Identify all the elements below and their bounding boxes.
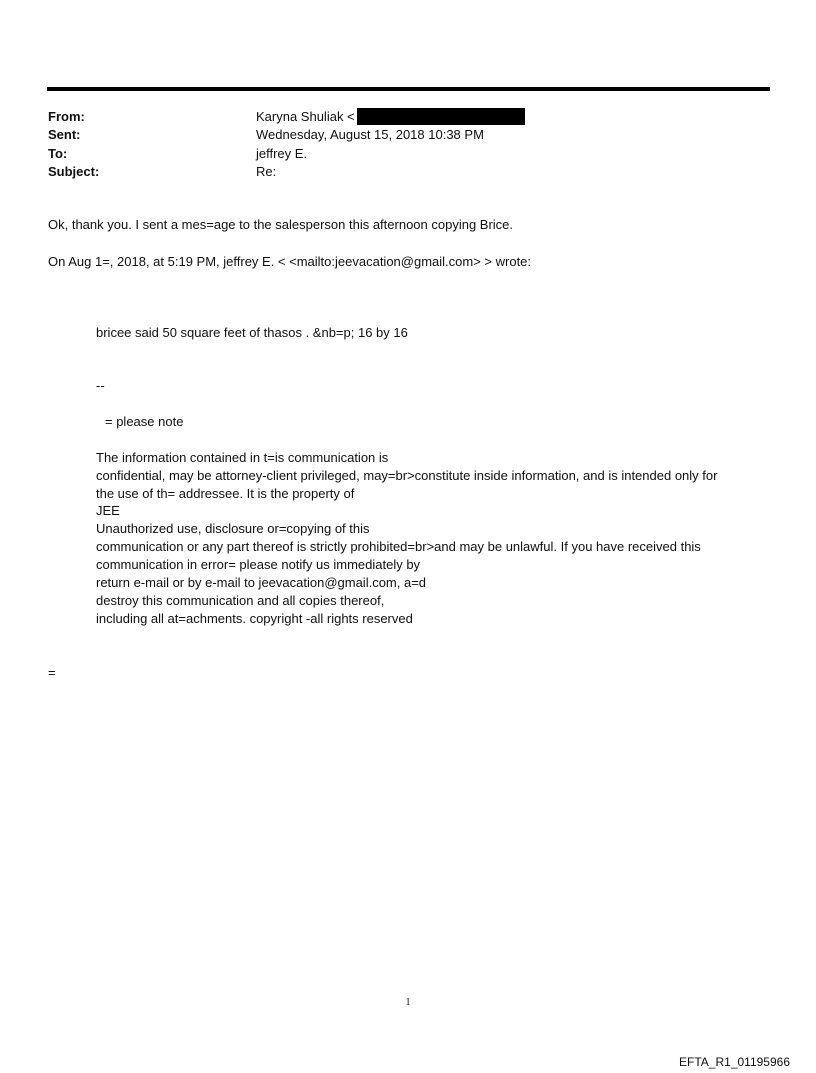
reply-text: Ok, thank you. I sent a mes=age to the salesperson this afternoon copying Brice. <box>48 217 514 232</box>
sent-value: Wednesday, August 15, 2018 10:38 PM <box>256 127 484 142</box>
document-id: EFTA_R1_01195966 <box>679 1055 790 1069</box>
disclaimer-line: confidential, may be attorney-client privileged, may=br>constitute inside information, and is intended only for <box>96 468 718 483</box>
disclaimer-line: return e-mail or by e-mail to jeevacation@gmail.com, a=d <box>96 575 427 590</box>
disclaimer-line: communication in error= please notify us immediately by <box>96 557 421 572</box>
quoted-message: bricee said 50 square feet of thasos . &nb=p; 16 by 16 <box>96 325 408 340</box>
signature-separator: -- <box>96 378 105 393</box>
disclaimer-line: JEE <box>96 503 120 518</box>
disclaimer-line: Unauthorized use, disclosure or=copying of this <box>96 521 370 536</box>
disclaimer-line: communication or any part thereof is strictly prohibited=br>and may be unlawful. If you have received this <box>96 539 701 554</box>
quote-intro: On Aug 1=, 2018, at 5:19 PM, jeffrey E. < <mailto:jeevacation@gmail.com> > wrote: <box>48 254 532 269</box>
please-note: = please note <box>105 414 184 429</box>
to-label: To: <box>48 146 68 161</box>
from-label: From: <box>48 109 85 124</box>
subject-value: Re: <box>256 164 277 179</box>
disclaimer-line: the use of th= addressee. It is the property of <box>96 486 355 501</box>
redaction-box <box>357 108 525 125</box>
sent-label: Sent: <box>48 127 81 142</box>
to-value: jeffrey E. <box>256 146 308 161</box>
disclaimer-line: The information contained in t=is communication is <box>96 450 389 465</box>
header-divider <box>47 87 770 91</box>
trailing-equals: = <box>48 665 56 680</box>
disclaimer-line: including all at=achments. copyright -all rights reserved <box>96 611 413 626</box>
from-value <box>256 108 525 126</box>
page-number: 1 <box>405 997 411 1008</box>
disclaimer-line: destroy this communication and all copies thereof, <box>96 593 385 608</box>
subject-label: Subject: <box>48 164 100 179</box>
sender-name: Karyna Shuliak < <box>256 109 355 124</box>
